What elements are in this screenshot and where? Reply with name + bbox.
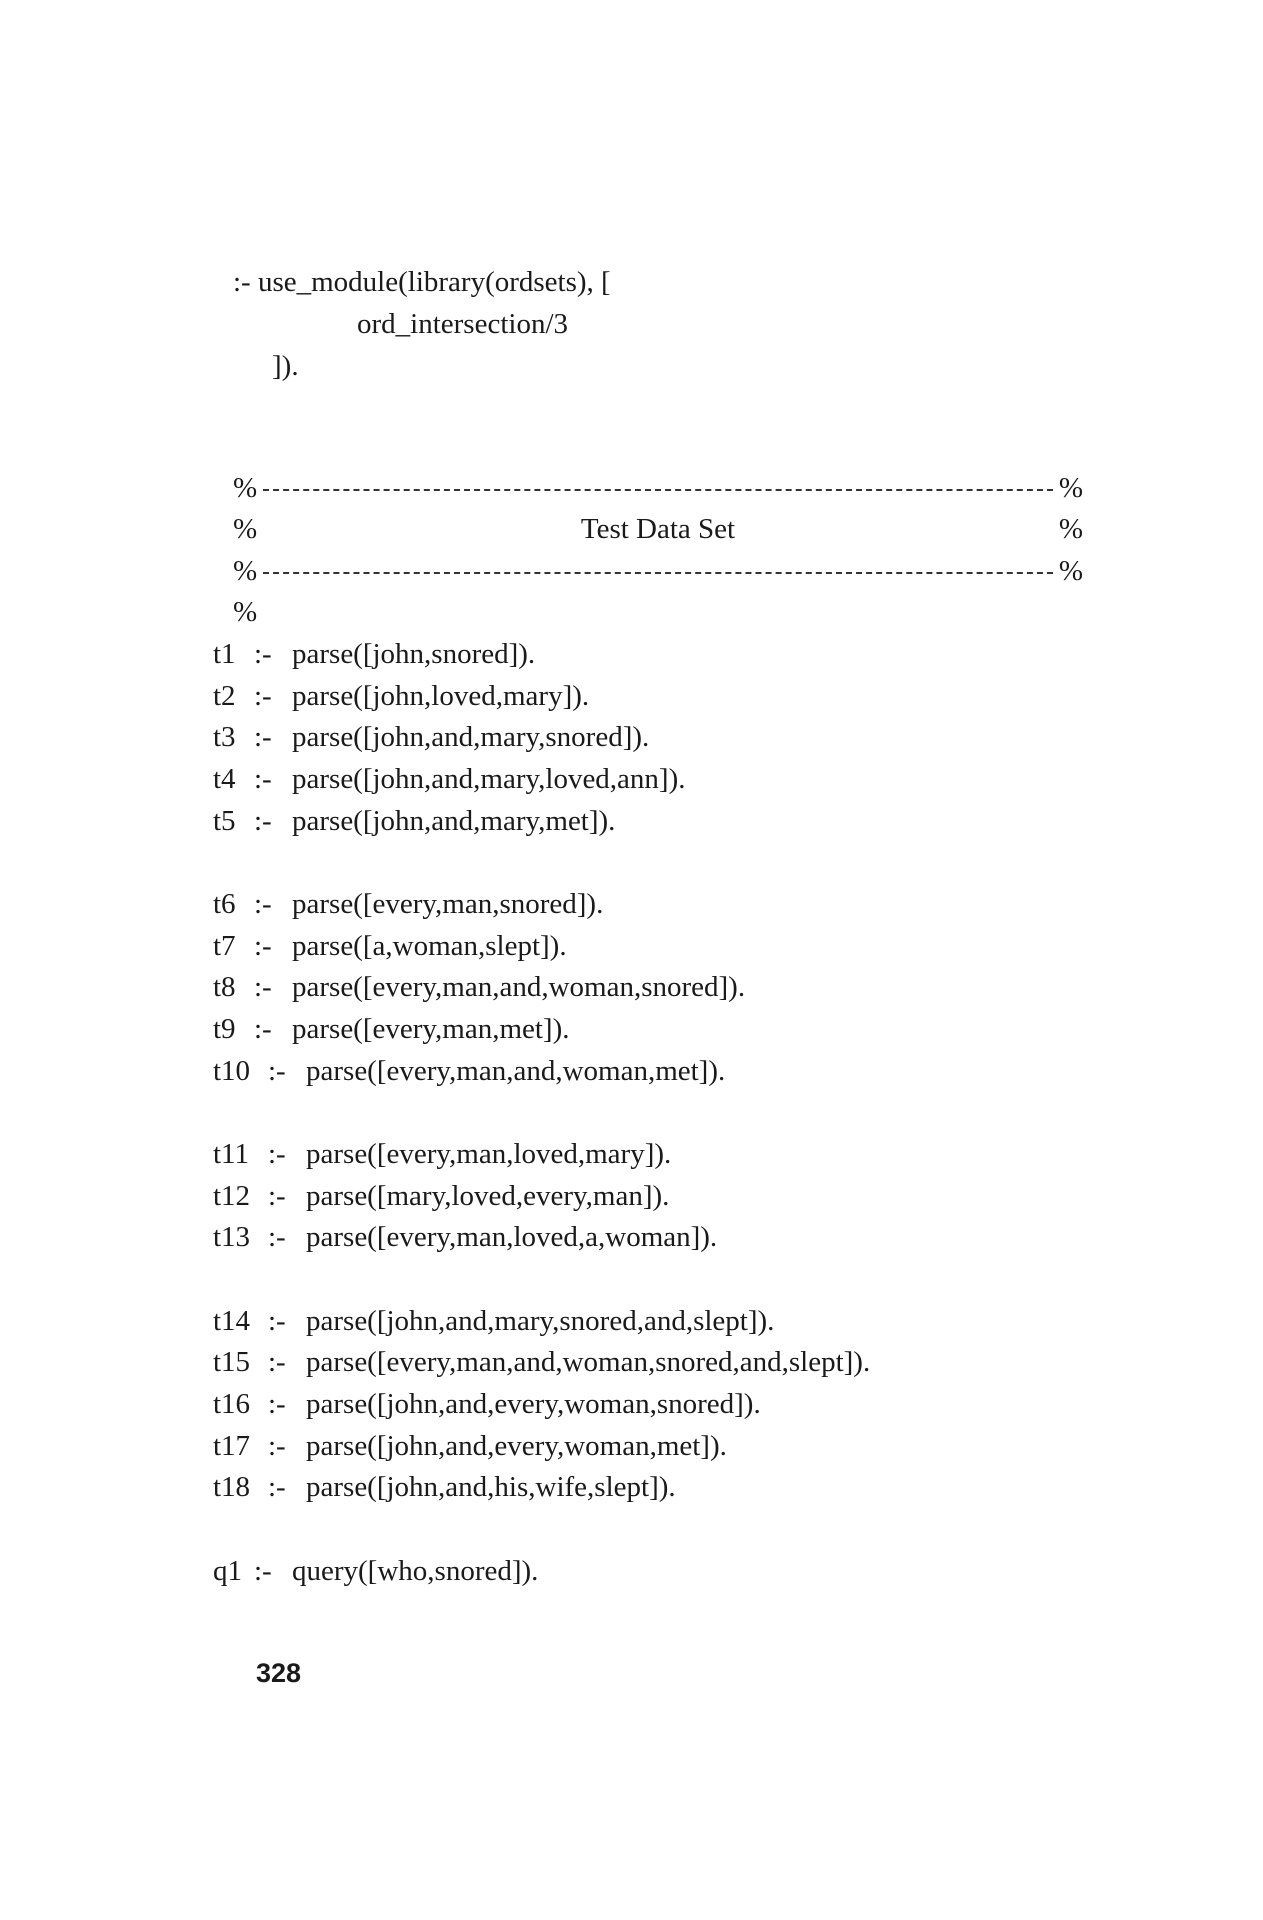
test-clause-goal: parse([john,and,his,wife,slept]). [306, 1471, 676, 1503]
test-clause-sep: :- [268, 1305, 286, 1337]
banner-top-left: % [233, 472, 258, 504]
test-clause-id: t17 [213, 1430, 251, 1462]
test-clause-goal: parse([every,man,snored]). [292, 888, 604, 920]
test-clause-id: t16 [213, 1388, 251, 1420]
test-clause-goal: parse([every,man,and,woman,met]). [306, 1055, 726, 1087]
test-clause-goal: parse([john,and,mary,met]). [292, 805, 616, 837]
test-clause-goal: parse([every,man,loved,mary]). [306, 1138, 672, 1170]
code-line-ord-intersection: ord_intersection/3 [357, 308, 569, 340]
test-clause-goal: parse([john,and,every,woman,met]). [306, 1430, 727, 1462]
banner-separator-bottom [233, 557, 1083, 589]
test-clause-sep: :- [268, 1471, 286, 1503]
query-clause-sep: :- [254, 1555, 272, 1587]
banner-bottom-left: % [233, 555, 258, 587]
test-clause-sep: :- [268, 1221, 286, 1253]
test-clause-goal: parse([john,and,mary,loved,ann]). [292, 763, 686, 795]
test-clause-id: t13 [213, 1221, 251, 1253]
test-clause-goal: parse([john,and,mary,snored]). [292, 721, 650, 753]
test-clause-goal: parse([john,loved,mary]). [292, 680, 590, 712]
banner-title-left: % [233, 513, 258, 545]
test-clause-id: t15 [213, 1346, 251, 1378]
dashed-rule [263, 572, 1053, 574]
banner-title: Test Data Set [580, 513, 736, 545]
test-clause-sep: :- [254, 805, 272, 837]
test-clause-id: t2 [213, 680, 236, 712]
test-clause-sep: :- [268, 1388, 286, 1420]
test-clause-goal: parse([every,man,and,woman,snored]). [292, 971, 746, 1003]
test-clause-goal: parse([john,and,mary,snored,and,slept]). [306, 1305, 775, 1337]
dashed-rule [263, 489, 1053, 491]
test-clause-goal: parse([john,and,every,woman,snored]). [306, 1388, 761, 1420]
test-clause-id: t10 [213, 1055, 251, 1087]
test-clause-id: t4 [213, 763, 236, 795]
code-line-use-module: :- use_module(library(ordsets), [ [233, 266, 611, 298]
test-clause-id: t8 [213, 971, 236, 1003]
banner-title-row [233, 515, 1083, 547]
banner-separator-top [233, 474, 1083, 506]
test-clause-sep: :- [268, 1180, 286, 1212]
test-clause-sep: :- [254, 971, 272, 1003]
test-clause-id: t18 [213, 1471, 251, 1503]
test-clause-sep: :- [268, 1055, 286, 1087]
query-clause-goal: query([who,snored]). [292, 1555, 539, 1587]
test-clause-id: t9 [213, 1013, 236, 1045]
test-clause-sep: :- [268, 1346, 286, 1378]
test-clause-id: t3 [213, 721, 236, 753]
test-clause-id: t11 [213, 1138, 249, 1170]
test-clause-id: t5 [213, 805, 236, 837]
comment-line: % [233, 596, 258, 628]
test-clause-id: t6 [213, 888, 236, 920]
query-clause-id: q1 [213, 1555, 242, 1587]
test-clause-id: t1 [213, 638, 236, 670]
test-clause-id: t7 [213, 930, 236, 962]
banner-title-right: % [1058, 513, 1083, 545]
test-clause-sep: :- [254, 888, 272, 920]
code-line-close: ]). [272, 350, 299, 382]
test-clause-goal: parse([every,man,met]). [292, 1013, 570, 1045]
test-clause-sep: :- [254, 1013, 272, 1045]
test-clause-id: t14 [213, 1305, 251, 1337]
banner-bottom-right: % [1058, 555, 1083, 587]
test-clause-sep: :- [254, 763, 272, 795]
test-clause-sep: :- [268, 1138, 286, 1170]
test-clause-id: t12 [213, 1180, 251, 1212]
test-clause-sep: :- [254, 721, 272, 753]
test-clause-sep: :- [254, 638, 272, 670]
banner-top-right: % [1058, 472, 1083, 504]
test-clause-goal: parse([every,man,and,woman,snored,and,slept]). [306, 1346, 871, 1378]
page-number: 328 [256, 1658, 302, 1688]
test-clause-sep: :- [254, 680, 272, 712]
test-clause-sep: :- [268, 1430, 286, 1462]
test-clause-goal: parse([john,snored]). [292, 638, 536, 670]
test-clause-goal: parse([every,man,loved,a,woman]). [306, 1221, 718, 1253]
test-clause-sep: :- [254, 930, 272, 962]
test-clause-goal: parse([mary,loved,every,man]). [306, 1180, 670, 1212]
test-clause-goal: parse([a,woman,slept]). [292, 930, 567, 962]
